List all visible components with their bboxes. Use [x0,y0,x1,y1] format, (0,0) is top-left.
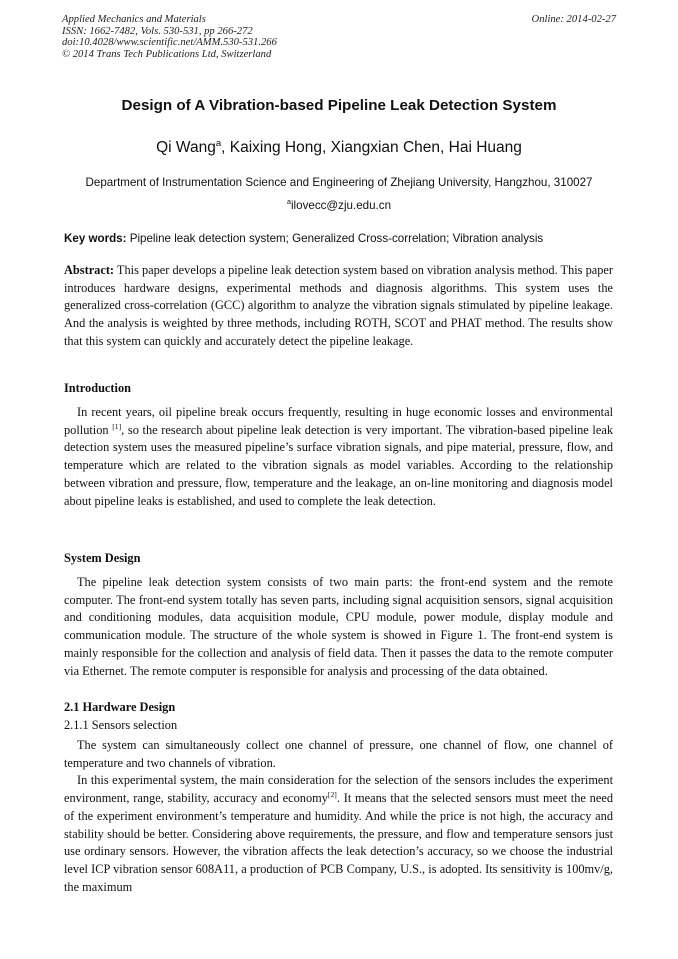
intro-ref-1[interactable]: [1] [112,421,122,431]
intro-text-a: In recent years, oil pipeline break occurs frequently, resulting in huge economic losses and environmental pollution [64,405,613,437]
authors-rest: , Kaixing Hong, Xiangxian Chen, Hai Huang [221,139,522,156]
issn-line: ISSN: 1662-7482, Vols. 530-531, pp 266-272 [62,25,253,37]
system-design-p1: The pipeline leak detection system consists of two main parts: the front-end system and the remote computer. The front-end system totally has seven parts, including signal acquisition sensors, signal acquisition and conditioning modules, data acquisition module, CPU module, power module, display module and communication module. The structure of the whole system is showed in Figure 1. The front-end system is mainly responsible for the collection and analysis of field data. Then it passes the data to the remote computer via Ethernet. The remote computer is responsible for analysis and processing of the data obtained. [64,575,613,678]
online-date: Online: 2014-02-27 [531,14,616,25]
keywords [64,232,616,245]
introduction-body [64,404,613,510]
sensors-selection-heading: 2.1.1 Sensors selection [64,718,178,732]
journal-header [62,14,616,60]
sensors-body [64,737,613,896]
sensors-p2-b: . It means that the selected sensors must meet the need of the experiment environment’s temperature and humidity. And while the price is not high, the accuracy and stability should be better. Considering above requirements, the pressure, and flow and temperature sensors just use ordinary sensors. However, the vibration affects the leak detection’s accuracy, so we choose the industrial level ICP vibration sensor 608A11, a production of PCB Company, U.S., is adopted. Its sensitivity is 100mv/g, the maximum [64,791,613,894]
abstract-text: This paper develops a pipeline leak detection system based on vibration analysis method. This paper introduces hardware designs, experimental methods and diagnosis algorithms. This system uses the generalized cross-correlation (GCC) algorithm to analyze the vibration signals stimulated by pipeline leakage. And the analysis is weighted by three methods, including ROTH, SCOT and PHAT method. The results show that this system can quickly and accurately detect the pipeline leakage. [64,263,613,348]
intro-text-b: , so the research about pipeline leak detection is very important. The vibration-based pipeline leak detection system uses the measured pipeline’s surface vibration signals, and pipe material, pressure, flow, and temperature which are related to the vibration signals as model variables. According to the relationship between vibration and pressure, flow, temperature and the leakage, an on-line monitoring and diagnosis model about pipeline leaks is established, and used to complete the leak detection. [64,422,613,508]
affiliation: Department of Instrumentation Science and Engineering of Zhejiang University, Hangzhou, 310027 [85,176,593,189]
author-list [0,139,678,157]
email-address[interactable]: ilovecc@zju.edu.cn [290,199,392,212]
system-design-heading: System Design [64,551,141,565]
introduction-heading: Introduction [64,381,131,395]
keywords-label: Key words: [64,232,127,245]
sensors-p2-a: In this experimental system, the main consideration for the selection of the sensors includes the experiment environment, range, stability, accuracy and economy [64,773,613,806]
author-first-sup: a [215,137,222,149]
abstract [64,262,613,351]
author-email [0,199,678,212]
sensors-ref-2[interactable]: [2] [327,790,337,799]
email-sup: a [286,197,291,207]
sensors-p1: The system can simultaneously collect one channel of pressure, one channel of flow, one channel of temperature and two channels of vibration. [64,738,613,770]
doi-line[interactable]: doi:10.4028/www.scientific.net/AMM.530-531.266 [62,37,277,49]
paper-title: Design of A Vibration-based Pipeline Leak Detection System [121,97,557,114]
system-design-body [64,574,613,680]
hardware-design-heading: 2.1 Hardware Design [64,700,176,714]
copyright-line: © 2014 Trans Tech Publications Ltd, Switzerland [62,48,272,60]
journal-name: Applied Mechanics and Materials [62,14,206,25]
author-first: Qi Wang [156,139,216,156]
keywords-text: Pipeline leak detection system; Generalized Cross-correlation; Vibration analysis [126,232,544,245]
abstract-label: Abstract: [64,263,115,277]
